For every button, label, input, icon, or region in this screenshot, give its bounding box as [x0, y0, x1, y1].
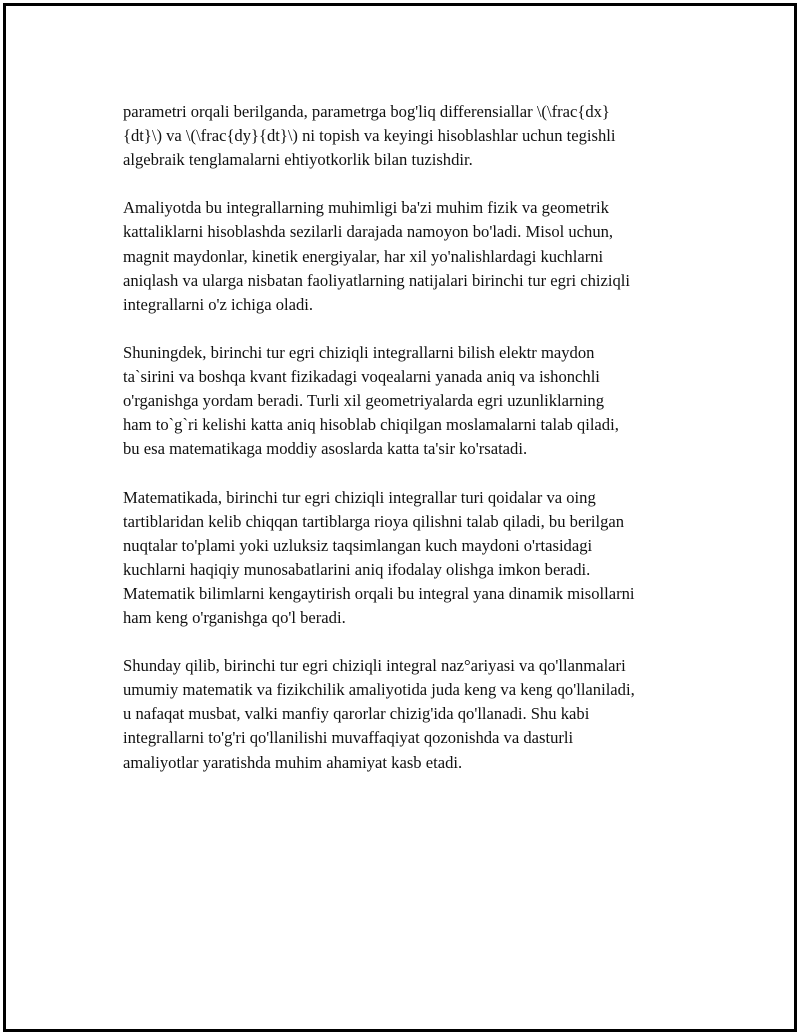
page-frame — [3, 3, 797, 1032]
text-line: Matematik bilimlarni kengaytirish orqali bu integral yana dinamik misollarni — [123, 583, 635, 603]
paragraph — [123, 196, 713, 316]
text-line: o'rganishga yordam beradi. Turli xil geometriyalarda egri uzunliklarning — [123, 391, 605, 411]
paragraph — [123, 341, 713, 461]
text-line: tartiblaridan kelib chiqqan tartiblarga rioya qilishni talab qiladi, bu berilgan — [123, 511, 625, 531]
text-line: aniqlash va ularga nisbatan faoliyatlarning natijalari birinchi tur egri chiziqli — [123, 270, 631, 290]
text-line: kuchlarni haqiqiy munosabatlarini aniq ifodalay olishga imkon beradi. — [123, 559, 591, 579]
text-line: algebraik tenglamalarni ehtiyotkorlik bilan tuzishdir. — [123, 150, 473, 170]
text-line: Amaliyotda bu integrallarning muhimligi ba'zi muhim fizik va geometrik — [123, 198, 609, 218]
text-line: Shuningdek, birinchi tur egri chiziqli integrallarni bilish elektr maydon — [123, 342, 595, 362]
text-line: parametri orqali berilganda, parametrga bog'liq differensiallar \(\frac{dx} — [123, 102, 610, 121]
text-line: amaliyotlar yaratishda muhim ahamiyat kasb etadi. — [123, 752, 463, 772]
text-line: ta`sirini va boshqa kvant fizikadagi voqealarni yanada aniq va ishonchli — [123, 367, 600, 387]
paragraph — [123, 100, 713, 172]
text-line: integrallarni to'g'ri qo'llanilishi muvaffaqiyat qozonishda va dasturli — [123, 728, 574, 748]
text-line: {dt}\) va \(\frac{dy}{dt}\) ni topish va keyingi hisoblashlar uchun tegishli — [123, 126, 616, 146]
text-line: u nafaqat musbat, valki manfiy qarorlar chizig'ida qo'llanadi. Shu kabi — [123, 704, 590, 724]
paragraph — [123, 486, 713, 631]
text-line: kattaliklarni hisoblashda sezilarli darajada namoyon bo'ladi. Misol uchun, — [123, 222, 614, 242]
text-line: Matematikada, birinchi tur egri chiziqli integrallar turi qoidalar va oing — [123, 487, 596, 507]
text-line: ham to`g`ri kelishi katta aniq hisoblab chiqilgan moslamalarni talab qiladi, — [123, 415, 619, 435]
text-line: integrallarni o'z ichiga oladi. — [123, 294, 314, 314]
text-line: magnit maydonlar, kinetik energiyalar, har xil yo'nalishlardagi kuchlarni — [123, 246, 604, 266]
document-body — [123, 100, 713, 799]
text-line: nuqtalar to'plami yoki uzluksiz taqsimlangan kuch maydoni o'rtasidagi — [123, 535, 593, 555]
text-line: bu esa matematikaga moddiy asoslarda katta ta'sir ko'rsatadi. — [123, 439, 528, 459]
text-line: ham keng o'rganishga qo'l beradi. — [123, 607, 346, 627]
paragraph — [123, 654, 713, 774]
text-line: Shunday qilib, birinchi tur egri chiziqli integral naz°ariyasi va qo'llanmalari — [123, 656, 626, 676]
text-line: umumiy matematik va fizikchilik amaliyotida juda keng va keng qo'llaniladi, — [123, 680, 635, 700]
